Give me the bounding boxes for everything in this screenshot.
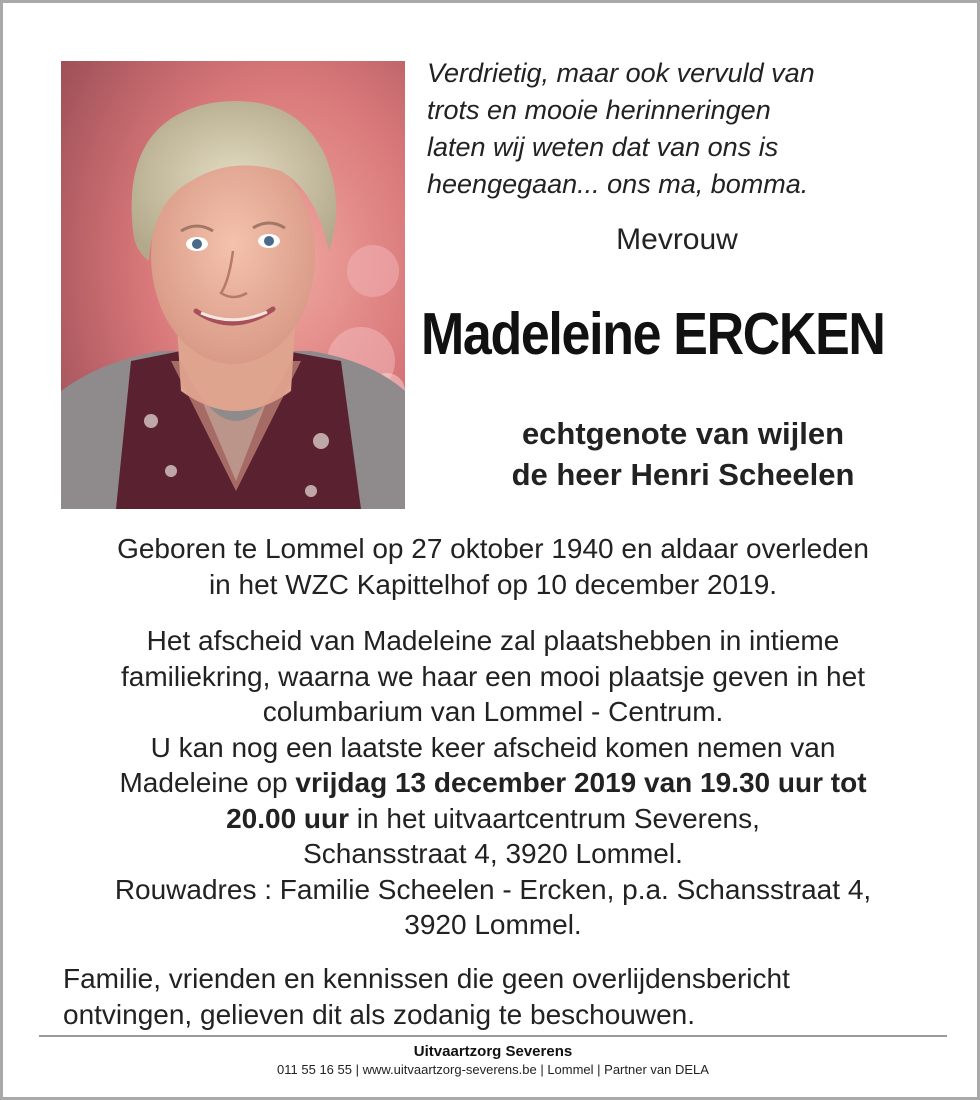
farewell-line-date [43,765,943,801]
deceased-name: Madeleine ERCKEN [421,301,885,367]
footer-company: Uitvaartzorg Severens [413,1043,573,1060]
intro-text [427,55,947,203]
born-line: in het WZC Kapittelhof op 10 december 2019. [208,568,778,600]
farewell-line: Het afscheid van Madeleine zal plaatshebben in intieme [146,625,840,656]
salutation: Mevrouw [616,223,738,256]
footer-divider [39,1035,947,1037]
spouse-line: de heer Henri Scheelen [511,457,855,492]
mourning-address: Rouwadres : Familie Scheelen - Ercken, p.a. Schansstraat 4, [114,873,872,905]
farewell-text: Madeleine op [119,767,296,798]
portrait-photo [61,61,405,509]
birth-death-info [43,531,943,602]
farewell-time: 20.00 uur [226,802,350,834]
farewell-line: Schansstraat 4, 3920 Lommel. [303,838,683,869]
farewell-date: vrijdag 13 december 2019 van 19.30 uur tot [295,767,867,798]
born-line: Geboren te Lommel op 27 oktober 1940 en aldaar overleden [117,533,869,564]
farewell-line-time [43,801,943,837]
closing-line: Familie, vrienden en kennissen die geen overlijdensbericht [63,963,790,994]
farewell-line: familiekring, waarna we haar een mooi plaatsje geven in het [121,660,865,692]
intro-line: Verdrietig, maar ook vervuld van [427,58,815,88]
intro-line: heengegaan... ons ma, bomma. [427,169,809,199]
closing-line: ontvingen, gelieven dit als zodanig te beschouwen. [63,998,695,1030]
mourning-address: 3920 Lommel. [404,909,582,940]
farewell-line: columbarium van Lommel - Centrum. [262,696,724,727]
farewell-line: U kan nog een laatste keer afscheid komen nemen van [150,731,836,763]
farewell-details [43,623,943,943]
farewell-text: in het uitvaartcentrum Severens, [349,802,760,834]
intro-line: trots en mooie herinneringen [427,95,771,125]
intro-line: laten wij weten dat van ons is [427,132,779,162]
closing-note [63,961,943,1032]
spouse-line: echtgenote van wijlen [521,416,845,451]
spouse-info [427,413,939,495]
footer-contact: 011 55 16 55 | www.uitvaartzorg-severens.be | Lommel | Partner van DELA [277,1062,709,1077]
